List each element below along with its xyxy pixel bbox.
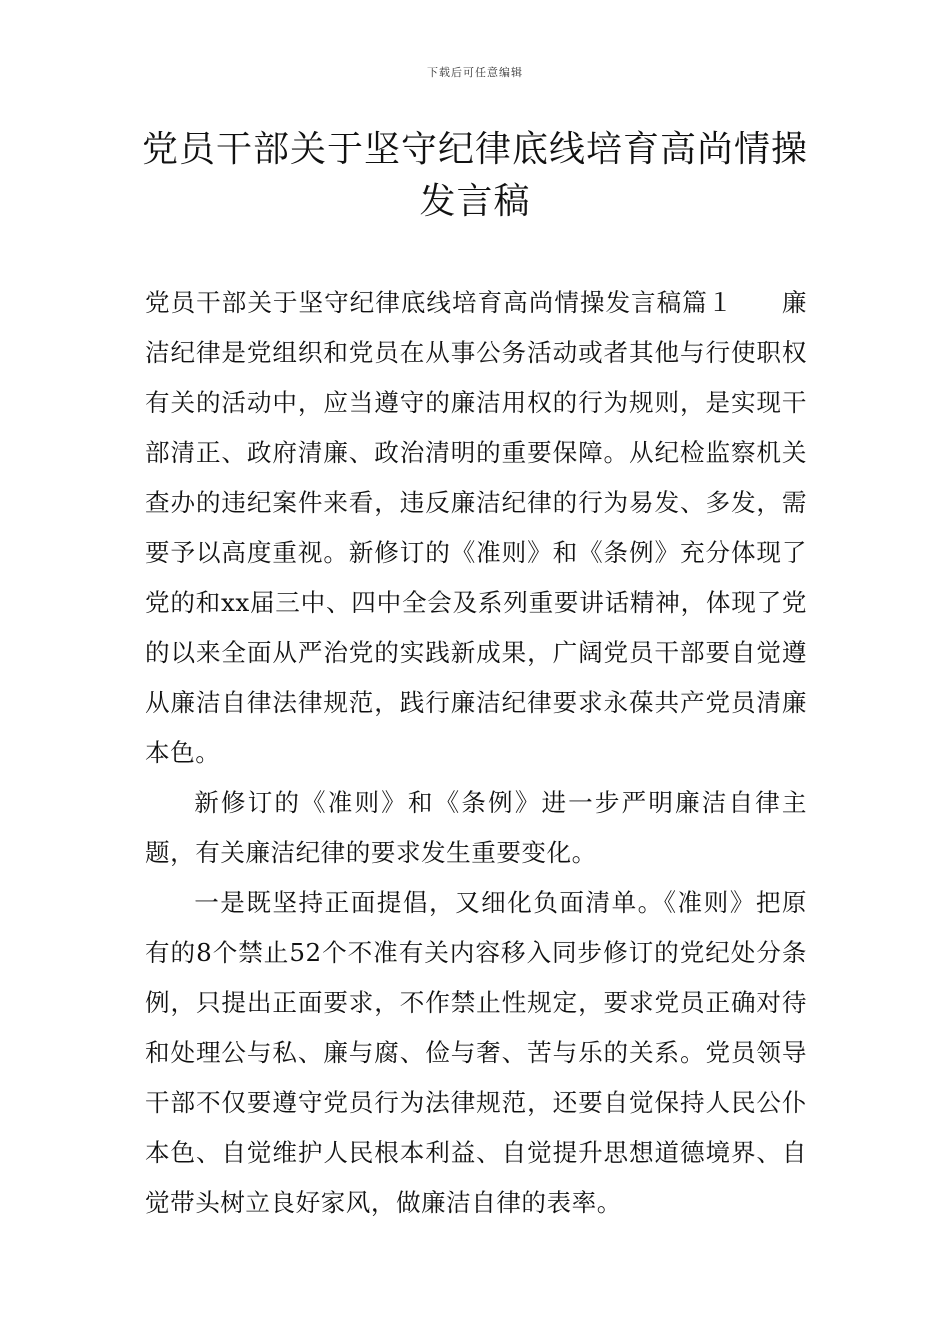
paragraph-1-heading: 党员干部关于坚守纪律底线培育高尚情操发言稿篇１ (145, 288, 734, 317)
paragraph-2: 新修订的《准则》和《条例》进一步严明廉洁自律主题，有关廉洁纪律的要求发生重要变化。 (145, 788, 807, 867)
paragraph-3: 一是既坚持正面提倡，又细化负面清单。《准则》把原有的8个禁止52个不准有关内容移入同步修订的党纪处分条例，只提出正面要求，不作禁止性规定，要求党员正确对待和处理公与私、廉与腐、俭与奢、苦与乐的关系。党员领导干部不仅要遵守党员行为法律规范，还要自觉保持人民公仆本色、自觉维护人民根本利益、自觉提升思想道德境界、自觉带头树立良好家风，做廉洁自律的表率。 (145, 888, 807, 1217)
document-title (130, 124, 820, 228)
paragraph-1 (145, 278, 807, 778)
header-note: 下载后可任意编辑 (427, 66, 523, 79)
paragraph-1-text: 廉洁纪律是党组织和党员在从事公务活动或者其他与行使职权有关的活动中，应当遵守的廉洁用权的行为规则，是实现干部清正、政府清廉、政治清明的重要保障。从纪检监察机关查办的违纪案件来看，违反廉洁纪律的行为易发、多发，需要予以高度重视。新修订的《准则》和《条例》充分体现了党的和xx届三中、四中全会及系列重要讲话精神，体现了党的以来全面从严治党的实践新成果，广阔党员干部要自觉遵从廉洁自律法律规范，践行廉洁纪律要求永葆共产党员清廉本色。 (145, 288, 807, 767)
document-body (145, 278, 807, 1228)
title-line-1: 党员干部关于坚守纪律底线培育高尚情操 (141, 129, 808, 170)
title-line-2: 发言稿 (419, 181, 531, 222)
